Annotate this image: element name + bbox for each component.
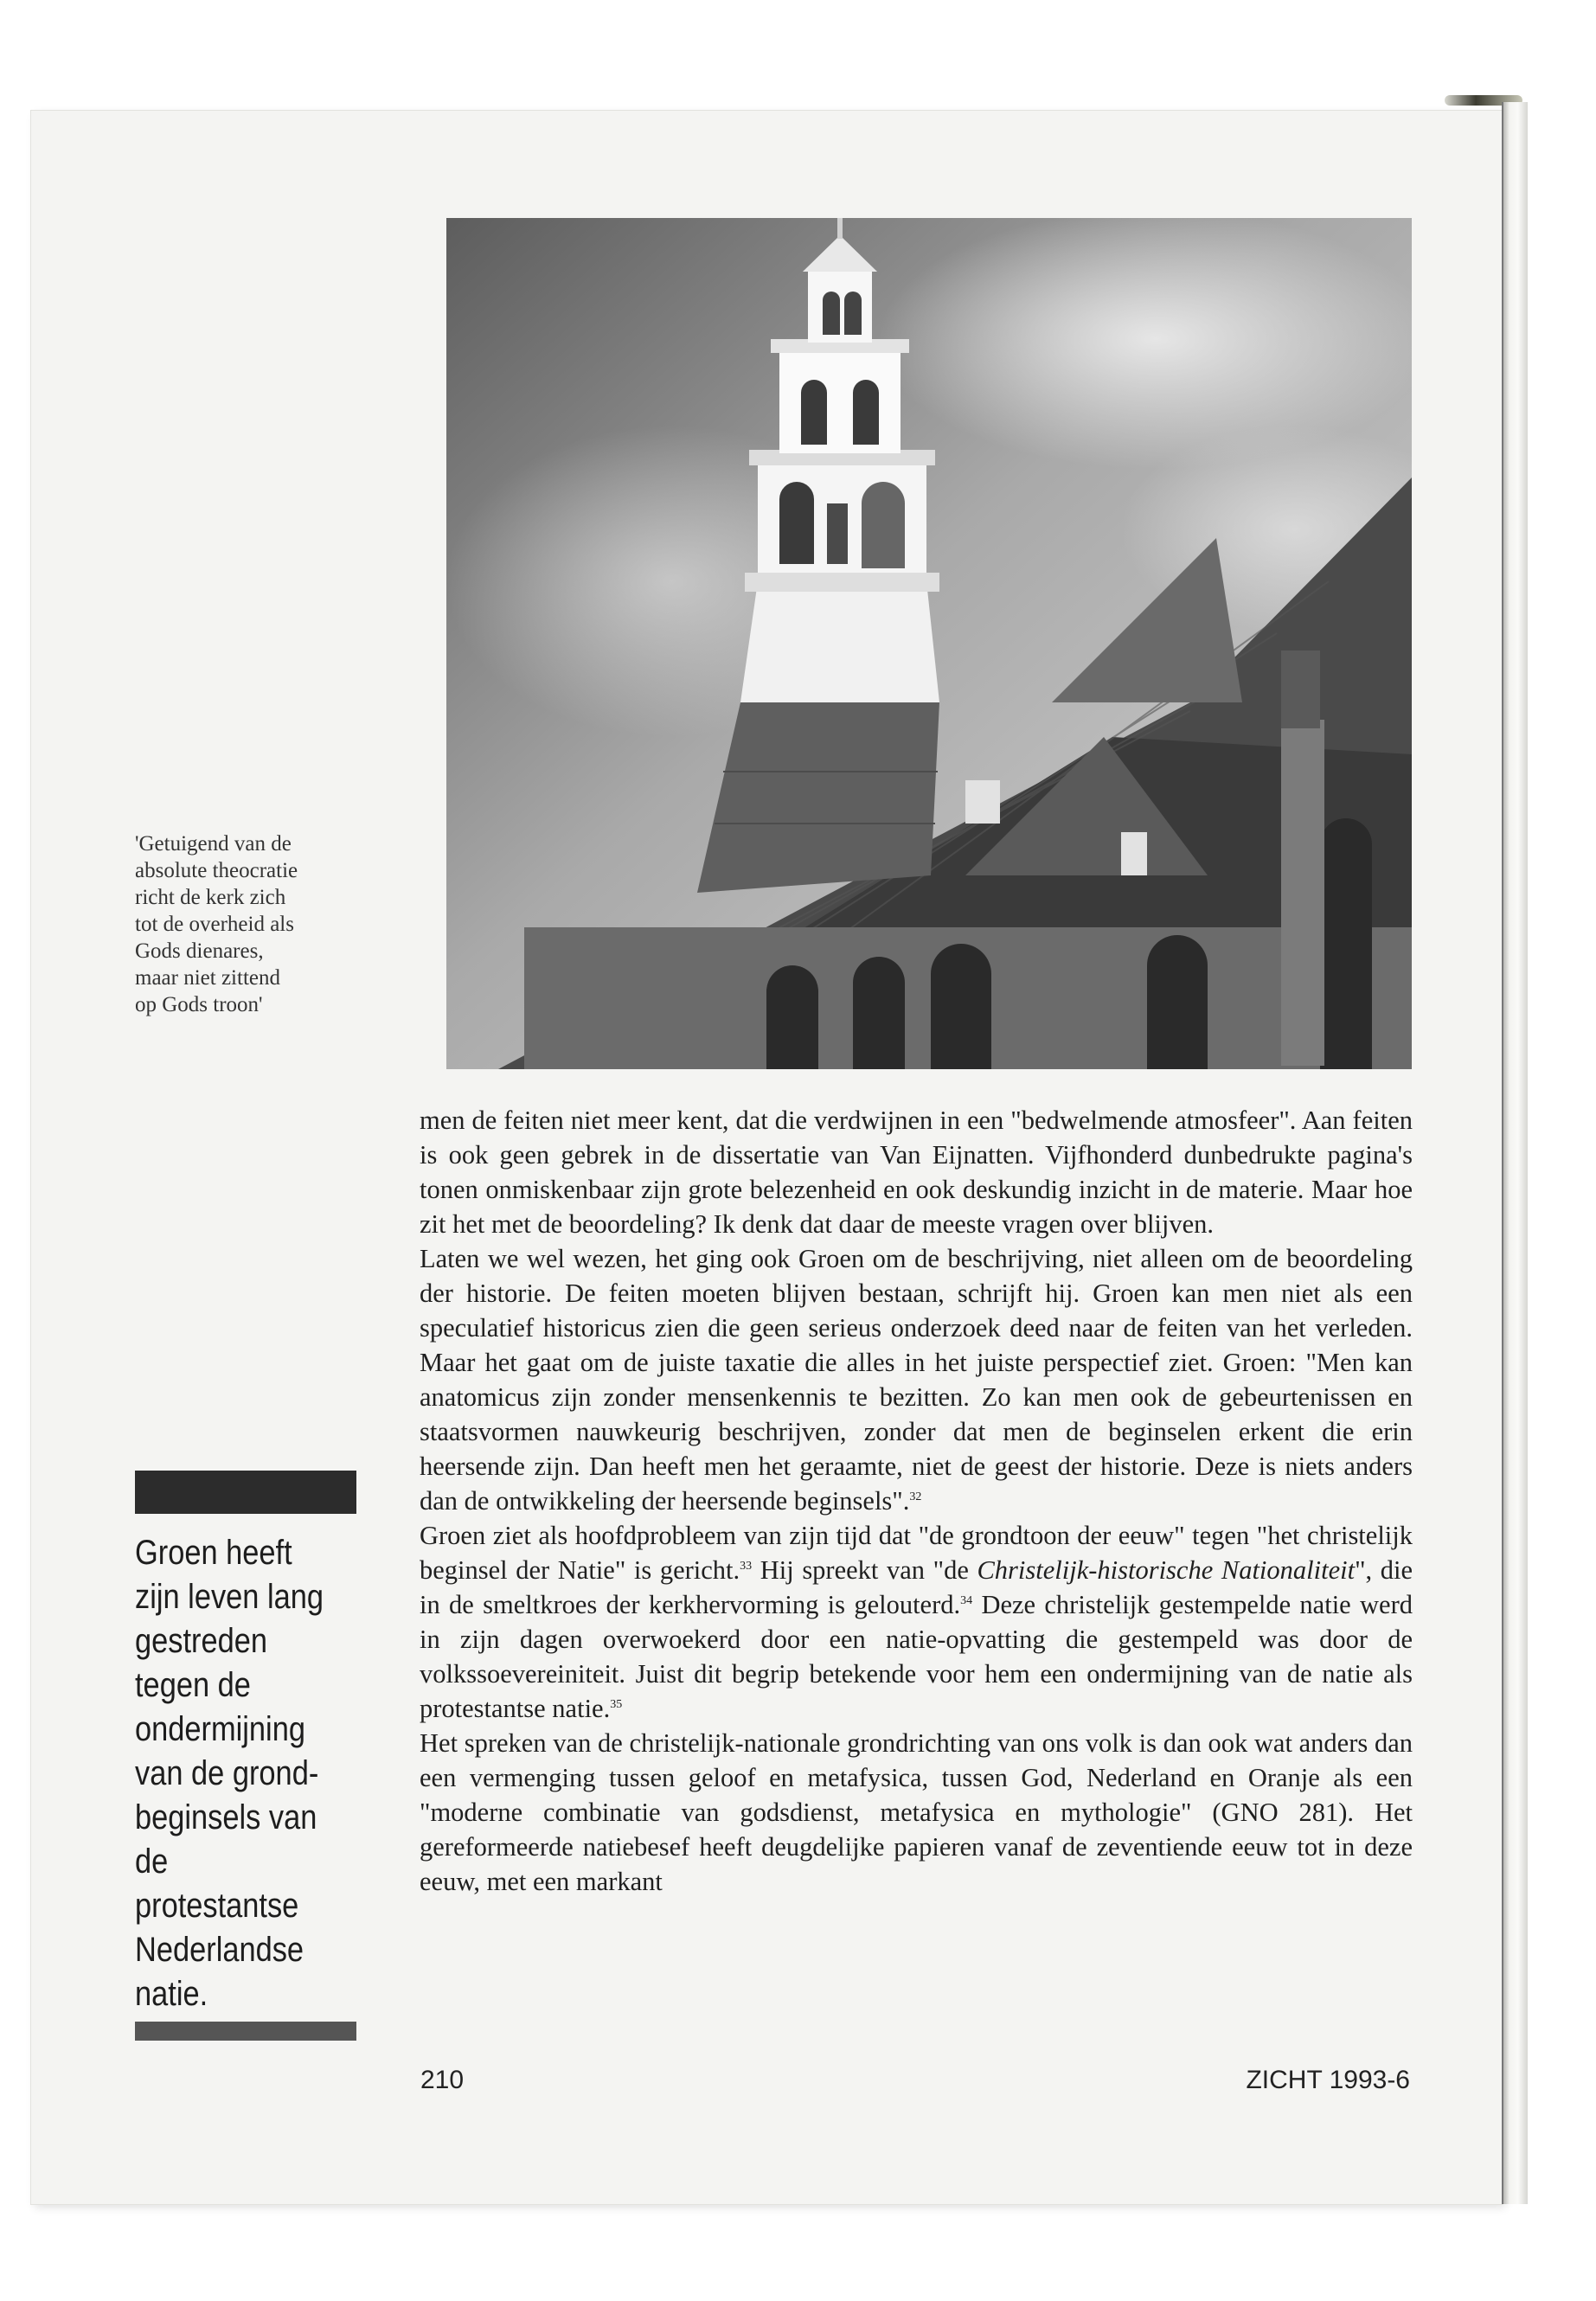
- paragraph-3-part-d: Deze christelijk gestempelde natie werd in zijn dagen overwoekerd door een natie-opvatting die gestempeld was door de volkssoevereiniteit. Juist dit begrip betekende voor hem een ondermijning van de natie als protestantse natie.: [420, 1590, 1413, 1723]
- church-photo-illustration: [446, 218, 1412, 1069]
- paragraph-1: men de feiten niet meer kent, dat die verdwijnen in een "bedwelmende atmosfeer". Aan feiten is ook geen gebrek in de dissertatie van Van Eijnatten. Vijfhonderd dunbedrukte pagina's tonen onmiskenbaar zijn grote belezenheid en ook deskundig inzicht in de materie. Maar hoe zit het met de beoordeling? Ik denk dat daar de meeste vragen over blijven.: [420, 1106, 1413, 1239]
- footnote-34: 34: [960, 1593, 973, 1607]
- church-tower-photo: [446, 218, 1412, 1069]
- article-body: [420, 1103, 1413, 1899]
- paragraph-2-text: Laten we wel wezen, het ging ook Groen om de beschrijving, niet alleen om de beoordeling der historie. De feiten moeten blijven bestaan, schrijft hij. Groen kan men niet als een speculatief historicus zien die geen serieus onderzoek deed naar de feiten van het verleden. Maar het gaat om de juiste taxatie die alles in het juiste perspectief ziet. Groen: "Men kan anatomicus zijn zonder mensenkennis te bezitten. Zo kan men ook de gebeurtenissen en staatsvormen nauwkeurig beschrijven, zonder dat men de beginselen erkent die erin heersende zijn. Dan heeft men het geraamte, niet de geest der historie. Deze is niets anders dan de ontwikkeling der heersende beginsels".: [420, 1244, 1413, 1516]
- paragraph-3-part-a: Groen ziet als hoofdprobleem van zijn tijd dat "de grondtoon der eeuw" tegen "het christelijk beginsel der Natie" is gericht.: [420, 1521, 1413, 1585]
- footnote-33: 33: [740, 1559, 753, 1573]
- paragraph-2: [420, 1241, 1413, 1518]
- pull-quote-block: [135, 1471, 356, 2041]
- paragraph-3: [420, 1518, 1413, 1726]
- paragraph-4: Het spreken van de christelijk-nationale grondrichting van ons volk is dan ook wat anders dan een vermenging tussen geloof en metafysica, tussen God, Nederland en Oranje als een "moderne combinatie van godsdienst, metafysica en mythologie" (GNO 281). Het gereformeerde natiebesef heeft deugdelijke papieren vanaf de zeventiende eeuw tot in deze eeuw, met een markant: [420, 1728, 1413, 1896]
- footnote-35: 35: [610, 1697, 623, 1711]
- paragraph-3-italic: Christelijk-historische Nationaliteit: [977, 1555, 1356, 1585]
- page-number: 210: [420, 2066, 465, 2094]
- paragraph-3-part-b: Hij spreekt van "de: [752, 1555, 977, 1585]
- pull-quote-bottom-bar: [135, 2022, 356, 2041]
- journal-issue: ZICHT 1993-6: [1246, 2066, 1410, 2094]
- page-stack-edge: [1502, 102, 1528, 2204]
- footnote-32: 32: [909, 1490, 922, 1503]
- paragraph-3-part-c: ", die in de smeltkroes der kerkhervorming is gelouterd.: [420, 1555, 1413, 1619]
- pull-quote-top-bar: [135, 1471, 356, 1514]
- photo-caption: 'Getuigend van de absolute theocratie richt de kerk zich tot de overheid als Gods dienares, maar niet zittend op Gods troon': [135, 832, 298, 1016]
- pull-quote: Groen heeft zijn leven lang gestreden tegen de ondermijning van de grond- beginsels van de protestantse Nederlandse natie.: [135, 1534, 324, 2013]
